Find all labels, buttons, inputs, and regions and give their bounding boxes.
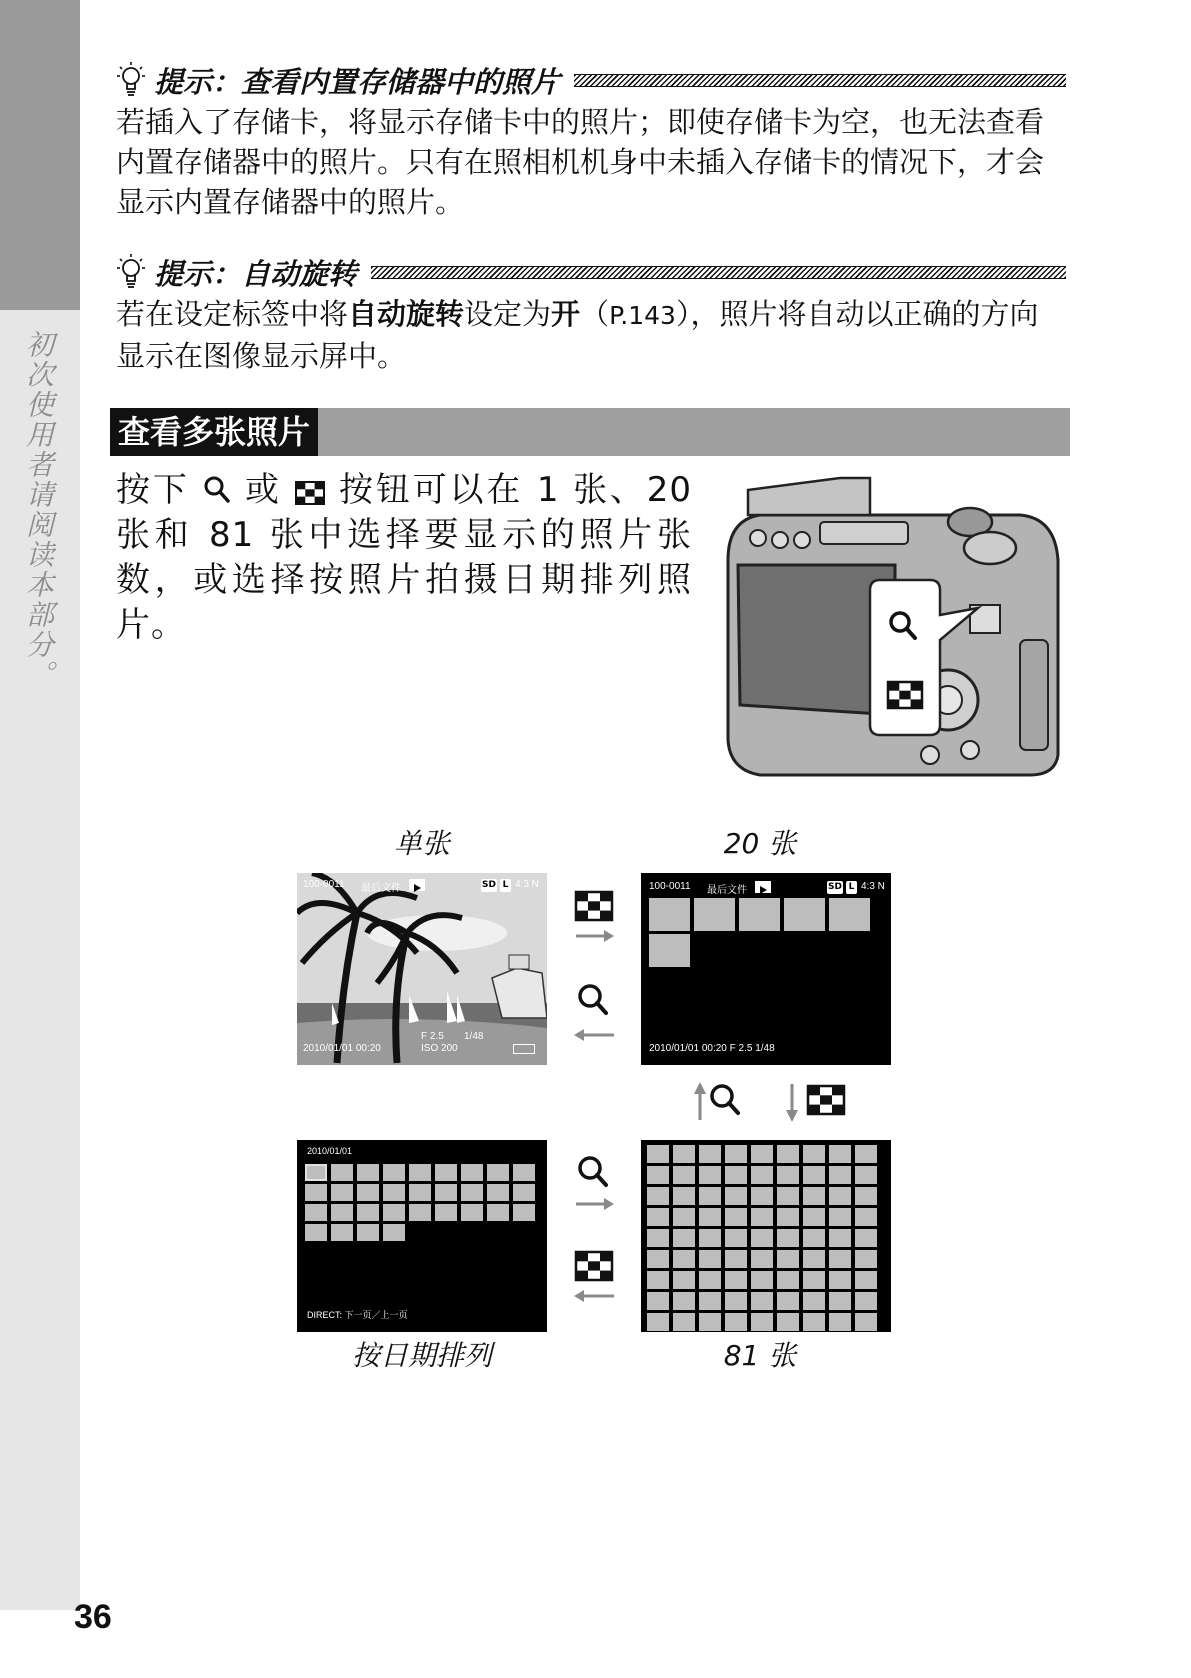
date-label: 2010/01/01 [307,1146,353,1156]
thumbnail[interactable] [803,1145,825,1163]
thumbnail[interactable] [647,1271,669,1289]
thumbnail[interactable] [739,898,780,931]
thumbnail[interactable] [647,1208,669,1226]
thumbnail-grid-icon [888,682,922,708]
aspect-label: 4:3 N [861,881,885,892]
thumbnail[interactable] [647,1166,669,1184]
thumbnail[interactable] [777,1250,799,1268]
thumbnail[interactable] [649,898,690,931]
thumbnail[interactable] [673,1187,695,1205]
screen-by-date [297,1140,547,1332]
thumbnail[interactable] [751,1271,773,1289]
section-title: 查看多张照片 [110,408,318,456]
screen-twenty [641,873,891,1065]
thumbnail[interactable] [647,1292,669,1310]
thumbnail[interactable] [649,934,690,967]
thumbnail[interactable] [357,1204,379,1221]
thumbnail[interactable] [751,1187,773,1205]
arrows-twenty-81 [686,1080,856,1124]
direct-hint: DIRECT: 下一页／上一页 [307,1310,408,1320]
thumbnail[interactable] [461,1204,483,1221]
thumbnail[interactable] [855,1208,877,1226]
thumbnail[interactable] [855,1229,877,1247]
magnifier-icon [580,986,606,1013]
iso-label: ISO 200 [421,1043,458,1054]
thumbnail[interactable] [855,1250,877,1268]
footer-info: 2010/01/01 00:20 F 2.5 1/48 [649,1043,775,1054]
aspect-label: 4:3 N [515,879,539,890]
thumbnail[interactable] [383,1164,405,1181]
thumbnail[interactable] [803,1187,825,1205]
thumbnail[interactable] [699,1271,721,1289]
thumbnail[interactable] [725,1187,747,1205]
thumbnail-grid-icon [576,892,612,920]
thumbnail[interactable] [647,1187,669,1205]
thumbnail[interactable] [855,1313,877,1331]
thumbnail[interactable] [829,1292,851,1310]
thumbnail[interactable] [331,1164,353,1181]
magnifier-icon [580,1158,606,1185]
tip-body: 若插入了存储卡，将显示存储卡中的照片；即使存储卡为空，也无法查看内置存储器中的照片。只有在照相机机身中未插入存储卡的情况下，才会显示内置存储器中的照片。 [116,105,1045,219]
right-arrow-icon [576,930,614,942]
thumbnail[interactable] [725,1166,747,1184]
magnifier-icon [712,1086,738,1113]
left-arrow-icon [574,1290,614,1302]
thumbnail[interactable] [513,1164,535,1181]
thumbnail[interactable] [803,1313,825,1331]
thumbnail[interactable] [751,1166,773,1184]
thumbnail[interactable] [829,1187,851,1205]
thumbnail[interactable] [803,1208,825,1226]
thumbnail[interactable] [777,1208,799,1226]
caption-81: 81 张 [723,1339,797,1372]
intro-paragraph: 按下 或 按钮可以在 1 张、20 张和 81 张中选择要显示的照片张数，或选择按照片拍摄日期排列照片。 [116,470,693,645]
thumbnail[interactable] [777,1313,799,1331]
thumbnail[interactable] [461,1164,483,1181]
thumbnail[interactable] [357,1224,379,1241]
thumbnail[interactable] [751,1292,773,1310]
thumbnail[interactable] [829,1208,851,1226]
thumbnail[interactable] [777,1229,799,1247]
thumbnail[interactable] [803,1250,825,1268]
size-badge: L [846,881,857,894]
thumbnail[interactable] [784,898,825,931]
thumbnail[interactable] [331,1224,353,1241]
thumbnail[interactable] [305,1204,327,1221]
tip-auto-rotate [116,252,1066,376]
thumbnail[interactable] [725,1313,747,1331]
thumbnail-grid-icon [576,1252,612,1280]
thumbnail[interactable] [725,1271,747,1289]
caption-twenty: 20 张 [723,827,797,860]
thumbnail[interactable] [699,1166,721,1184]
left-arrow-icon [574,1029,614,1041]
size-badge: L [500,879,511,892]
aperture-label: F 2.5 [421,1031,444,1042]
thumbnail[interactable] [803,1166,825,1184]
thumbnail[interactable] [487,1204,509,1221]
thumbnail[interactable] [829,1271,851,1289]
thumbnail[interactable] [435,1184,457,1201]
thumbnail[interactable] [751,1250,773,1268]
thumbnail[interactable] [699,1313,721,1331]
thumbnail[interactable] [435,1204,457,1221]
thumbnail[interactable] [673,1250,695,1268]
down-arrow-icon [786,1084,798,1122]
thumbnail[interactable] [694,898,735,931]
side-tab-marker [0,0,80,310]
thumbnail[interactable] [777,1166,799,1184]
divider-hatch [371,266,1066,279]
file-number: 100-0011 [649,881,691,892]
play-icon [409,879,425,891]
last-file-label: 最后文件 [707,885,747,896]
thumbnail[interactable] [855,1166,877,1184]
thumbnail[interactable] [409,1184,431,1201]
tip-title: 提示：自动旋转 [154,256,358,291]
arrows-single-twenty [570,890,620,1070]
screen-single [297,873,547,1065]
thumbnail[interactable] [409,1204,431,1221]
thumbnail[interactable] [647,1313,669,1331]
thumbnail[interactable] [777,1292,799,1310]
thumbnail[interactable] [855,1187,877,1205]
thumbnail[interactable] [829,1145,851,1163]
thumbnail[interactable] [829,898,870,931]
thumbnail[interactable] [409,1164,431,1181]
thumbnail[interactable] [725,1145,747,1163]
section-header [110,408,1070,456]
play-icon [755,881,771,893]
arrows-date-81 [570,1152,620,1332]
thumbnail[interactable] [305,1224,327,1241]
thumbnail[interactable] [673,1166,695,1184]
sd-badge: SD [482,880,496,890]
tip-internal-memory [116,60,1066,222]
thumbnail[interactable] [751,1145,773,1163]
thumbnail[interactable] [829,1166,851,1184]
thumbnail[interactable] [673,1271,695,1289]
thumbnail[interactable] [305,1184,327,1201]
caption-single: 单张 [393,827,450,860]
right-arrow-icon [576,1198,614,1210]
page-number: 36 [74,1598,112,1636]
thumbnail[interactable] [803,1271,825,1289]
thumbnail[interactable] [803,1292,825,1310]
caption-by-date: 按日期排列 [351,1339,492,1372]
thumbnail[interactable] [699,1145,721,1163]
side-tab-label: 初次使用者请阅读本部分。 [22,330,55,690]
thumbnail[interactable] [357,1184,379,1201]
thumbnail[interactable] [751,1313,773,1331]
thumbnail[interactable] [513,1204,535,1221]
thumbnail[interactable] [829,1313,851,1331]
thumbnail[interactable] [855,1145,877,1163]
thumbnail[interactable] [725,1292,747,1310]
thumbnail[interactable] [461,1184,483,1201]
thumbnail[interactable] [829,1250,851,1268]
screen-81 [641,1140,891,1332]
lightbulb-icon [116,61,146,99]
thumbnail[interactable] [331,1204,353,1221]
last-file-label: 最后文件 [361,883,401,894]
thumbnail[interactable] [305,1164,327,1181]
thumbnail[interactable] [751,1229,773,1247]
thumbnail[interactable] [699,1250,721,1268]
tip-body: 若在设定标签中将自动旋转设定为开（P.143），照片将自动以正确的方向显示在图像显示屏中。 [116,297,1039,373]
thumbnail[interactable] [435,1164,457,1181]
thumbnail[interactable] [725,1229,747,1247]
thumbnail[interactable] [751,1208,773,1226]
thumbnail[interactable] [487,1184,509,1201]
datetime-label: 2010/01/01 00:20 [303,1043,381,1054]
shutter-label: 1/48 [464,1031,484,1042]
thumbnail[interactable] [647,1229,669,1247]
thumbnail[interactable] [383,1204,405,1221]
side-tab [0,0,80,1610]
thumbnail[interactable] [777,1187,799,1205]
thumbnail[interactable] [777,1271,799,1289]
thumbnail[interactable] [803,1229,825,1247]
sd-badge: SD [828,882,842,892]
thumbnail[interactable] [513,1184,535,1201]
thumbnail[interactable] [699,1187,721,1205]
thumbnail[interactable] [699,1208,721,1226]
thumbnail[interactable] [699,1229,721,1247]
thumbnail[interactable] [647,1250,669,1268]
thumbnail[interactable] [357,1164,379,1181]
thumbnail[interactable] [829,1229,851,1247]
thumbnail[interactable] [331,1184,353,1201]
tip-title: 提示：查看内置存储器中的照片 [154,64,561,99]
thumbnail[interactable] [699,1292,721,1310]
battery-icon [513,1044,535,1054]
thumbnail[interactable] [383,1224,405,1241]
thumbnail[interactable] [673,1313,695,1331]
thumbnail-grid-icon [808,1086,844,1114]
thumbnail[interactable] [487,1164,509,1181]
thumbnail[interactable] [673,1145,695,1163]
thumbnail[interactable] [777,1145,799,1163]
lightbulb-icon [116,253,146,291]
thumbnail[interactable] [673,1208,695,1226]
thumbnail[interactable] [855,1292,877,1310]
divider-hatch [574,74,1066,87]
magnifier-icon [203,475,231,505]
file-number: 100-0011 [303,879,345,890]
thumbnail[interactable] [725,1250,747,1268]
page-reference: P.143 [609,301,676,330]
camera-illustration [720,470,1065,790]
thumbnail-grid-icon [295,481,325,505]
thumbnail[interactable] [855,1271,877,1289]
thumbnail[interactable] [647,1145,669,1163]
thumbnail[interactable] [673,1292,695,1310]
thumbnail[interactable] [383,1184,405,1201]
thumbnail[interactable] [725,1208,747,1226]
up-arrow-icon [694,1082,706,1120]
thumbnail[interactable] [673,1229,695,1247]
